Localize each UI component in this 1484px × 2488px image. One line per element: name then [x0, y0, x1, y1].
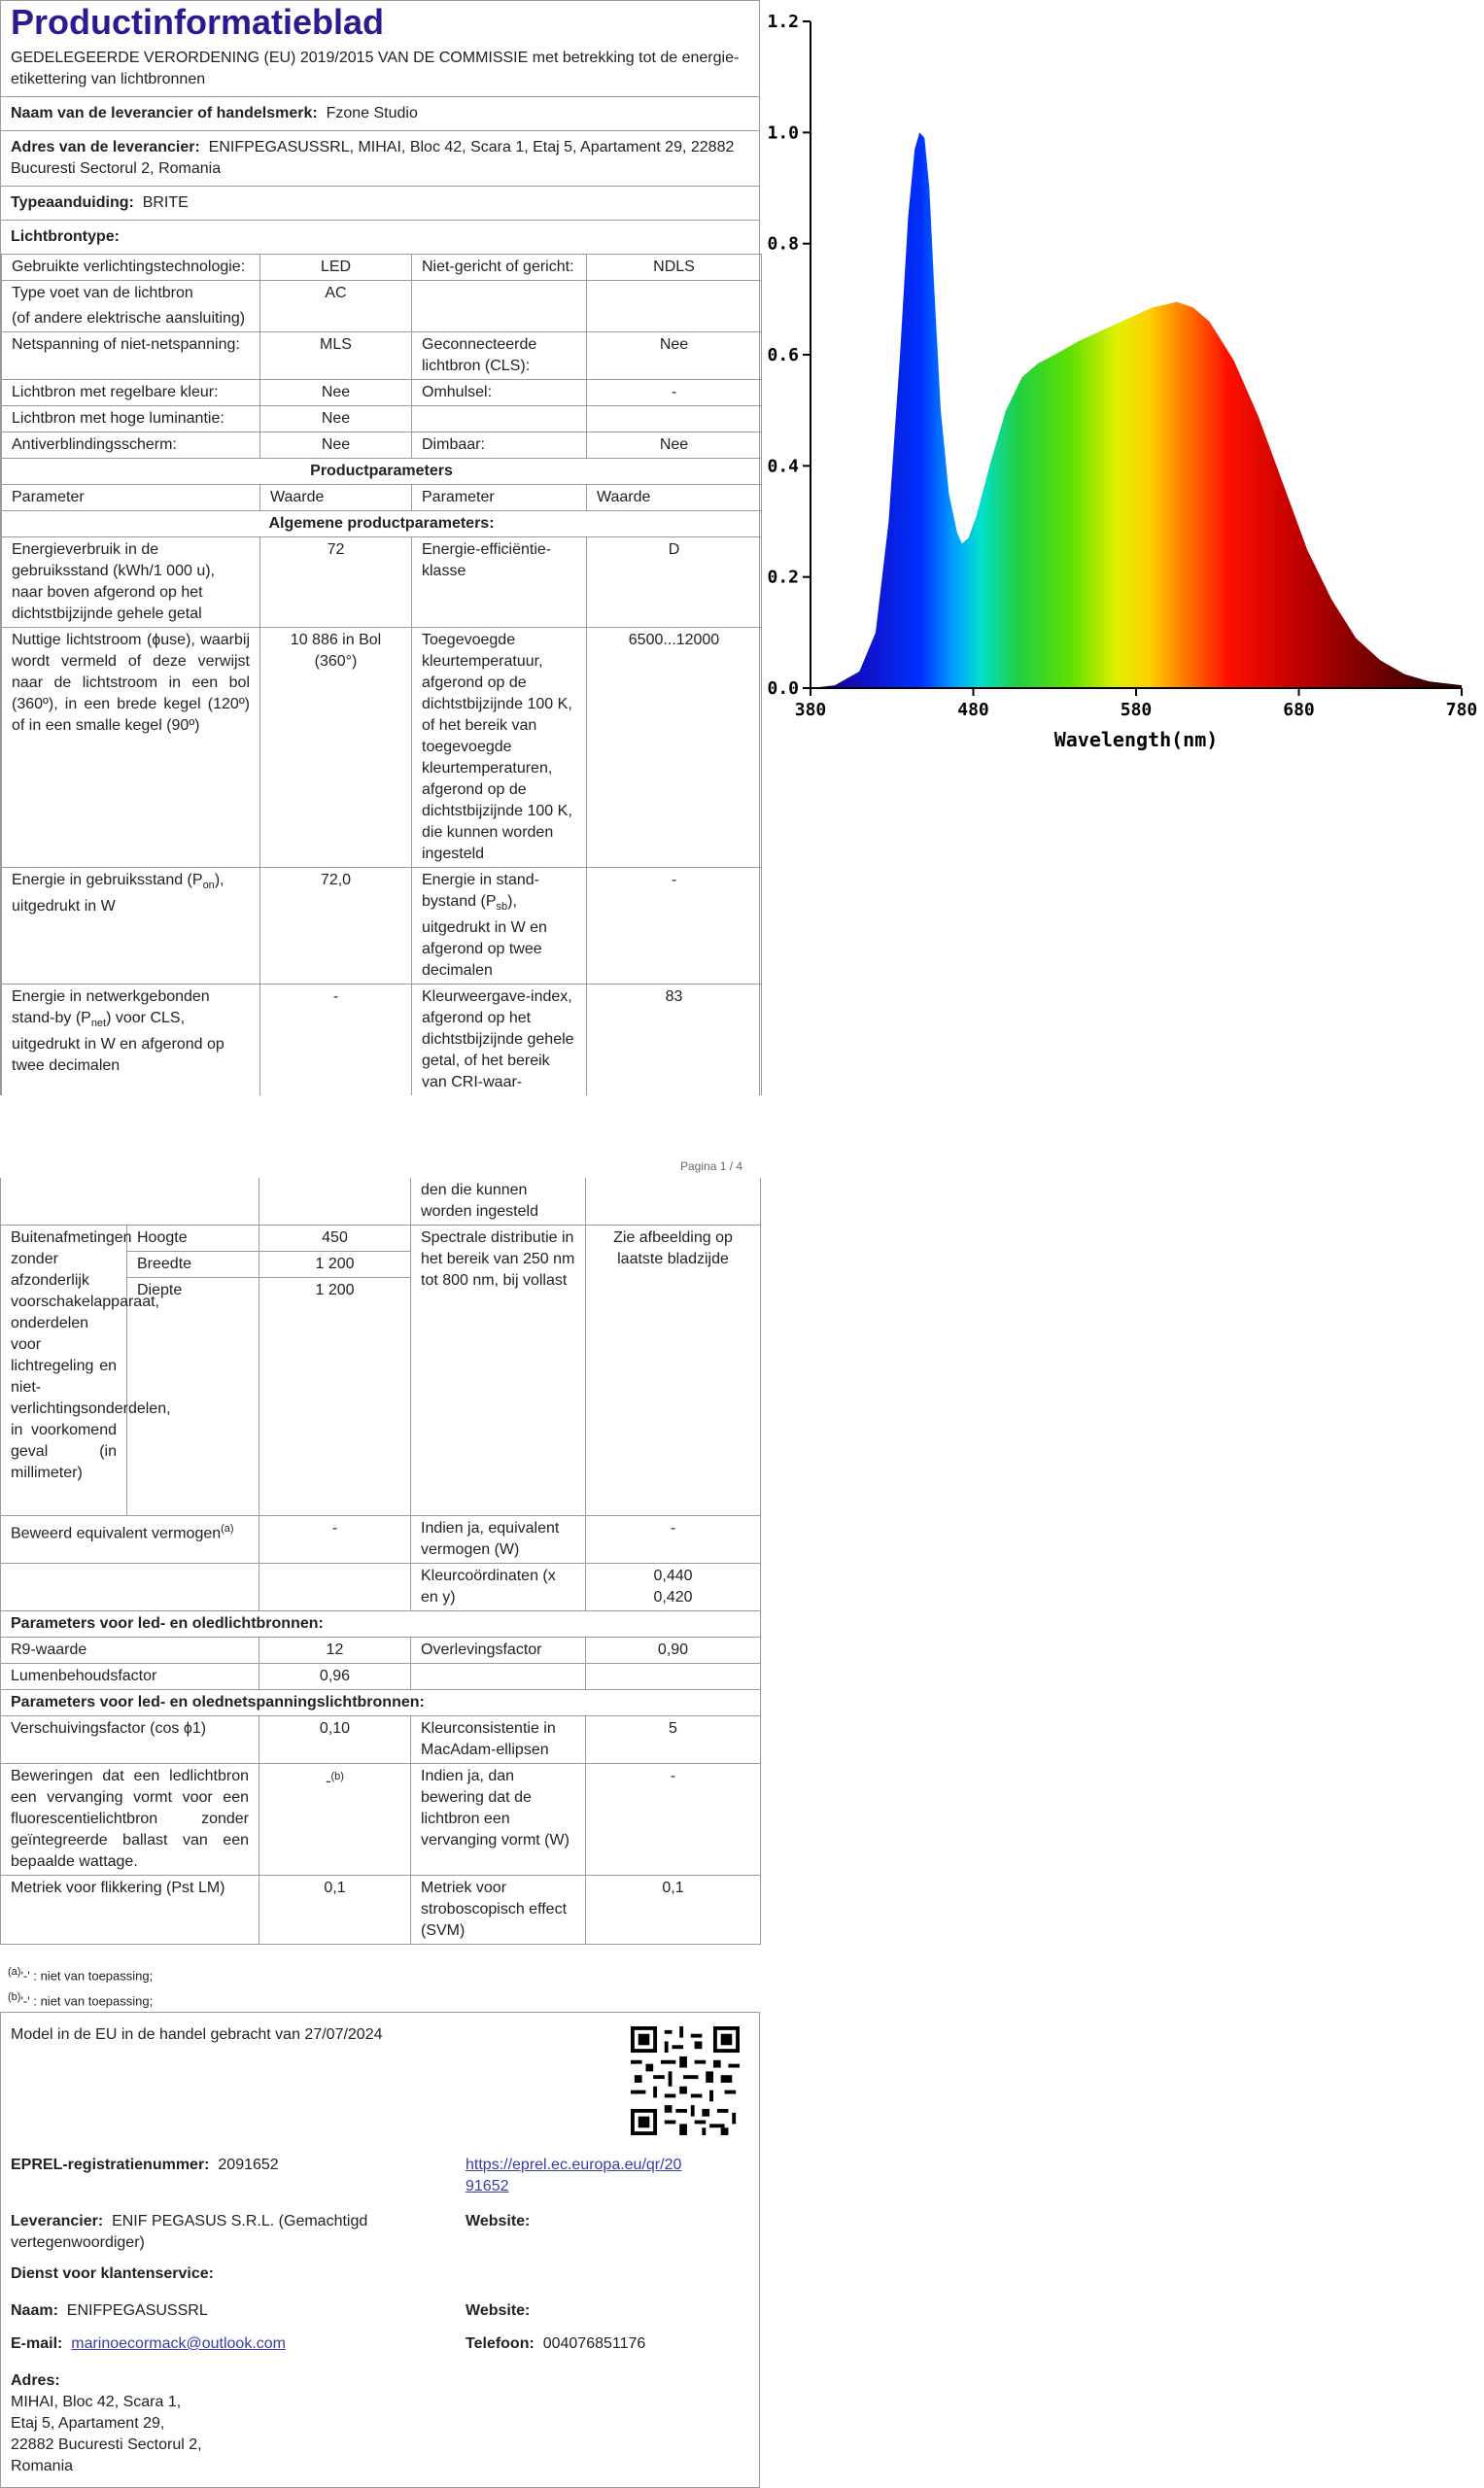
y-tick-label: 0.6	[767, 345, 799, 365]
light-source-table	[1, 254, 762, 1095]
y-tick-label: 0.2	[767, 567, 799, 588]
cap-type-value: AC	[260, 281, 412, 332]
service-name-label: Naam:	[11, 2302, 58, 2319]
cls-label: Geconnecteerde lichtbron (CLS):	[412, 332, 587, 380]
placed-on-market: Model in de EU in de handel gebracht van 27/07/2024	[11, 2026, 383, 2043]
table-row	[2, 255, 762, 281]
cap-type-label-line1: Type voet van de lichtbron	[12, 285, 193, 301]
supplier-label: Leverancier:	[11, 2213, 104, 2229]
y-tick-label: 1.2	[767, 12, 799, 32]
chromaticity-y: 0,420	[653, 1589, 693, 1606]
displacement-factor-label: Verschuivingsfactor (cos ϕ1)	[1, 1716, 259, 1764]
address-line: 22882 Bucuresti Sectorul 2,	[11, 2436, 202, 2453]
useful-flux-value: 10 886 in Bol (360°)	[260, 628, 412, 868]
spectral-distribution-chart	[760, 0, 1484, 778]
empty-cell	[1, 1564, 259, 1611]
displacement-factor-value: 0,10	[259, 1716, 411, 1764]
cct-value: 6500...12000	[587, 628, 762, 868]
table-row	[2, 485, 762, 511]
service-website-label: Website:	[466, 2302, 531, 2319]
x-tick-label: 680	[1283, 700, 1315, 720]
y-tick-label: 0.8	[767, 233, 799, 255]
footnote-b-marker: (b)	[330, 1771, 344, 1782]
supplier-address-row	[1, 130, 759, 186]
mains-led-parameters-heading: Parameters voor led- en olednetspanningslichtbronnen:	[1, 1690, 761, 1716]
energy-consumption-value: 72	[260, 537, 412, 628]
footnote-a-sup: (a)	[8, 1966, 21, 1978]
table-row	[2, 281, 762, 332]
email-label: E-mail:	[11, 2335, 63, 2352]
address-line: MIHAI, Bloc 42, Scara 1,	[11, 2394, 182, 2410]
fluorescent-replacement-text: -	[326, 1773, 331, 1790]
spectrum-area	[811, 132, 1462, 688]
height-value: 450	[259, 1226, 411, 1252]
cap-type-label-line2: (of andere elektrische aansluiting)	[12, 310, 246, 327]
empty-cell	[586, 1664, 761, 1690]
directional-value: NDLS	[587, 255, 762, 281]
on-mode-power-value: 72,0	[260, 868, 412, 985]
equivalent-power-value: -	[259, 1516, 411, 1564]
email-link[interactable]: marinoecormack@outlook.com	[71, 2335, 286, 2352]
product-information-sheet	[0, 0, 760, 1095]
footnote-a	[8, 1961, 153, 1987]
r9-label: R9-waarde	[1, 1638, 259, 1664]
on-mode-power-text-1: Energie in gebruiksstand (P	[12, 872, 203, 888]
stroboscopic-metric-label: Metriek voor stroboscopisch effect (SVM)	[411, 1876, 586, 1945]
product-parameters-continued	[0, 1178, 760, 1945]
high-luminance-label: Lichtbron met hoge luminantie:	[2, 406, 260, 432]
eprel-footer	[0, 2012, 760, 2488]
networked-standby-subscript: net	[90, 1018, 107, 1030]
service-name-value: ENIFPEGASUSSRL	[66, 2302, 208, 2319]
service-email	[11, 2333, 286, 2355]
equivalent-watt-value: -	[586, 1516, 761, 1564]
standby-power-text-2: ), uitgedrukt in W en afgerond op twee decimalen	[422, 893, 547, 980]
x-tick-label: 580	[1120, 700, 1153, 720]
tunable-colour-value: Nee	[260, 380, 412, 406]
page-number: Pagina 1 / 4	[680, 1159, 743, 1173]
phone-label: Telefoon:	[466, 2335, 535, 2352]
footnote-b-text: '-' : niet van toepassing;	[20, 1993, 154, 2009]
anti-glare-label: Antiverblindingsscherm:	[2, 432, 260, 459]
fluorescent-replacement-label: Beweringen dat een ledlichtbron een vervanging vormt voor een fluorescentielichtbron zonder geïntegreerde ballast van een bepaalde wattage.	[1, 1764, 259, 1876]
networked-standby-text-1: Energie in netwerkgebonden stand-by (P	[12, 988, 210, 1027]
dimmable-label: Dimbaar:	[412, 432, 587, 459]
qr-code-icon[interactable]	[631, 2026, 740, 2135]
supplier-website-label: Website:	[466, 2213, 531, 2229]
standby-power-subscript: sb	[496, 901, 508, 914]
networked-standby-label	[2, 985, 260, 1096]
table-row	[2, 537, 762, 628]
general-parameters-heading: Algemene productparameters:	[2, 511, 762, 537]
stroboscopic-metric-value: 0,1	[586, 1876, 761, 1945]
standby-power-text-1: Energie in stand-bystand (P	[422, 872, 539, 910]
equivalent-power-text: Beweerd equivalent vermogen	[11, 1525, 222, 1542]
eprel-label: EPREL-registratienummer:	[11, 2157, 210, 2173]
cri-value: 83	[587, 985, 762, 1096]
footnote-a-marker: (a)	[221, 1523, 234, 1535]
height-label: Hoogte	[127, 1226, 259, 1252]
column-header-parameter: Parameter	[2, 485, 260, 511]
table-row	[1, 1564, 761, 1611]
survival-factor-value: 0,90	[586, 1638, 761, 1664]
led-parameters-heading: Parameters voor led- en oledlichtbronnen:	[1, 1611, 761, 1638]
table-row	[1, 1690, 761, 1716]
service-phone	[466, 2333, 645, 2355]
lumen-maintenance-value: 0,96	[259, 1664, 411, 1690]
address-line: Etaj 5, Apartament 29,	[11, 2415, 165, 2432]
equivalent-power-label	[1, 1516, 259, 1564]
model-label: Typeaanduiding:	[11, 194, 134, 211]
column-header-value: Waarde	[260, 485, 412, 511]
envelope-value: -	[587, 380, 762, 406]
spectral-distribution-value: Zie afbeelding op laatste bladzijde	[586, 1226, 761, 1516]
column-header-parameter: Parameter	[412, 485, 587, 511]
eprel-number	[11, 2155, 279, 2176]
supplier	[11, 2211, 448, 2254]
eprel-link[interactable]	[466, 2155, 681, 2197]
standby-power-label	[412, 868, 587, 985]
flicker-metric-label: Metriek voor flikkering (Pst LM)	[1, 1876, 259, 1945]
table-row	[2, 380, 762, 406]
width-value: 1 200	[259, 1252, 411, 1278]
supplier-address-value: ENIFPEGASUSSRL, MIHAI, Bloc 42, Scara 1, Etaj 5, Apartament 29, 22882 Bucuresti Sectorul 2, Romania	[11, 139, 735, 177]
networked-standby-text-2: ) voor CLS, uitgedrukt in W en afgerond op twee decimalen	[12, 1010, 224, 1075]
energy-class-value: D	[587, 537, 762, 628]
y-tick-label: 1.0	[767, 122, 799, 144]
phone-value: 004076851176	[542, 2335, 646, 2352]
table-row	[2, 628, 762, 868]
footnotes	[8, 1961, 153, 2013]
eprel-link-line2[interactable]: 91652	[466, 2178, 509, 2194]
table-row	[1, 1516, 761, 1564]
empty-cell	[412, 406, 587, 432]
chromaticity-label: Kleurcoördinaten (x en y)	[411, 1564, 586, 1611]
lumen-maintenance-label: Lumenbehoudsfactor	[1, 1664, 259, 1690]
dimensions-label: Buitenafmetingen zonder afzonderlijk voorschakelapparaat, onderdelen voor lichtregeling en niet-verlichtingsonderdelen, in voorkomend geval (in millimeter)	[1, 1226, 127, 1516]
depth-label: Diepte	[127, 1278, 259, 1516]
replacement-claim-value: -	[586, 1764, 761, 1876]
empty-cell	[587, 281, 762, 332]
light-source-type-heading: Lichtbrontype:	[1, 220, 759, 254]
empty-cell	[259, 1564, 411, 1611]
eprel-value: 2091652	[218, 2157, 279, 2173]
spectral-distribution-label: Spectrale distributie in het bereik van 250 nm tot 800 nm, bij vollast	[411, 1226, 586, 1516]
empty-cell	[412, 281, 587, 332]
page-title: Productinformatieblad	[11, 2, 385, 42]
service-address	[11, 2370, 202, 2477]
x-axis-label: Wavelength(nm)	[1053, 728, 1219, 751]
supplier-name-value: Fzone Studio	[326, 105, 418, 121]
table-row	[2, 511, 762, 537]
standby-power-value: -	[587, 868, 762, 985]
width-label: Breedte	[127, 1252, 259, 1278]
table-row	[2, 985, 762, 1096]
table-row	[1, 1178, 761, 1226]
table-row	[1, 1664, 761, 1690]
table-row	[2, 459, 762, 485]
supplier-value: ENIF PEGASUS S.R.L. (Gemachtigd vertegenwoordiger)	[11, 2213, 368, 2251]
supplier-address-label: Adres van de leverancier:	[11, 139, 200, 156]
product-parameters-heading: Productparameters	[2, 459, 762, 485]
y-tick-label: 0.4	[767, 456, 799, 477]
on-mode-power-label	[2, 868, 260, 985]
column-header-value: Waarde	[587, 485, 762, 511]
empty-cell	[259, 1178, 411, 1226]
replacement-claim-label: Indien ja, dan bewering dat de lichtbron een vervanging vormt (W)	[411, 1764, 586, 1876]
footnote-b-sup: (b)	[8, 1991, 21, 2004]
table-row	[1, 1611, 761, 1638]
anti-glare-value: Nee	[260, 432, 412, 459]
table-row	[2, 868, 762, 985]
address-line: Romania	[11, 2458, 74, 2474]
survival-factor-label: Overlevingsfactor	[411, 1638, 586, 1664]
on-mode-power-subscript: on	[202, 880, 215, 892]
table-row	[2, 332, 762, 380]
regulation-text: GEDELEGEERDE VERORDENING (EU) 2019/2015 VAN DE COMMISSIE met betrekking tot de energie-etikettering van lichtbronnen	[11, 50, 740, 87]
equivalent-watt-label: Indien ja, equivalent vermogen (W)	[411, 1516, 586, 1564]
technology-value: LED	[260, 255, 412, 281]
energy-class-label: Energie-efficiëntie-klasse	[412, 537, 587, 628]
customer-service-heading: Dienst voor klantenservice:	[11, 2265, 214, 2282]
chromaticity-values	[586, 1564, 761, 1611]
useful-flux-label: Nuttige lichtstroom (ϕuse), waarbij wordt vermeld of deze verwijst naar de lichtstroom in een bol (360º), in een brede kegel (120º) of in een smalle kegel (90º)	[2, 628, 260, 868]
x-tick-label: 380	[794, 700, 827, 720]
cap-type-label	[2, 281, 260, 332]
flicker-metric-value: 0,1	[259, 1876, 411, 1945]
table-row	[1, 1226, 761, 1252]
footnote-b	[8, 1987, 153, 2012]
high-luminance-value: Nee	[260, 406, 412, 432]
table-row	[1, 1638, 761, 1664]
dimmable-value: Nee	[587, 432, 762, 459]
x-tick-label: 480	[957, 700, 989, 720]
address-label: Adres:	[11, 2372, 60, 2389]
model-value: BRITE	[142, 194, 189, 211]
colour-consistency-label: Kleurconsistentie in MacAdam-ellipsen	[411, 1716, 586, 1764]
envelope-label: Omhulsel:	[412, 380, 587, 406]
table-row	[2, 432, 762, 459]
x-tick-label: 780	[1445, 700, 1478, 720]
empty-cell	[411, 1664, 586, 1690]
depth-value: 1 200	[259, 1278, 411, 1516]
empty-cell	[586, 1178, 761, 1226]
empty-cell	[1, 1178, 259, 1226]
energy-consumption-label: Energieverbruik in de gebruiksstand (kWh/1 000 u), naar boven afgerond op het dichtstbijzijnde gehele getal	[2, 537, 260, 628]
cct-label: Toegevoegde kleurtemperatuur, afgerond op de dichtstbijzijnde 100 K, of het bereik van toegevoegde kleurtemperaturen, afgerond op de dichtstbijzijnde 100 K, die kunnen worden ingesteld	[412, 628, 587, 868]
chromaticity-x: 0,440	[653, 1568, 693, 1584]
on-mode-power-text-2: ), uitgedrukt in W	[12, 872, 224, 916]
parameters-table-continued	[0, 1178, 761, 1945]
colour-consistency-value: 5	[586, 1716, 761, 1764]
cri-label: Kleurweergave-index, afgerond op het dichtstbijzijnde gehele getal, of het bereik van CRI-waar-	[412, 985, 587, 1096]
footnote-a-text: '-' : niet van toepassing;	[20, 1968, 154, 1984]
table-row	[1, 1716, 761, 1764]
table-row	[1, 1764, 761, 1876]
y-tick-label: 0.0	[767, 678, 799, 699]
fluorescent-replacement-value	[259, 1764, 411, 1876]
model-row	[1, 186, 759, 220]
empty-cell	[587, 406, 762, 432]
cri-label-continued: den die kunnen worden ingesteld	[411, 1178, 586, 1226]
mains-value: MLS	[260, 332, 412, 380]
tunable-colour-label: Lichtbron met regelbare kleur:	[2, 380, 260, 406]
eprel-link-line1[interactable]: https://eprel.ec.europa.eu/qr/20	[466, 2157, 682, 2173]
chart-plot-area	[767, 12, 1477, 751]
table-row	[1, 1876, 761, 1945]
directional-label: Niet-gericht of gericht:	[412, 255, 587, 281]
mains-label: Netspanning of niet-netspanning:	[2, 332, 260, 380]
service-name	[11, 2300, 208, 2322]
technology-label: Gebruikte verlichtingstechnologie:	[2, 255, 260, 281]
table-row	[2, 406, 762, 432]
cls-value: Nee	[587, 332, 762, 380]
supplier-name-row	[1, 96, 759, 130]
networked-standby-value: -	[260, 985, 412, 1096]
supplier-name-label: Naam van de leverancier of handelsmerk:	[11, 105, 318, 121]
r9-value: 12	[259, 1638, 411, 1664]
